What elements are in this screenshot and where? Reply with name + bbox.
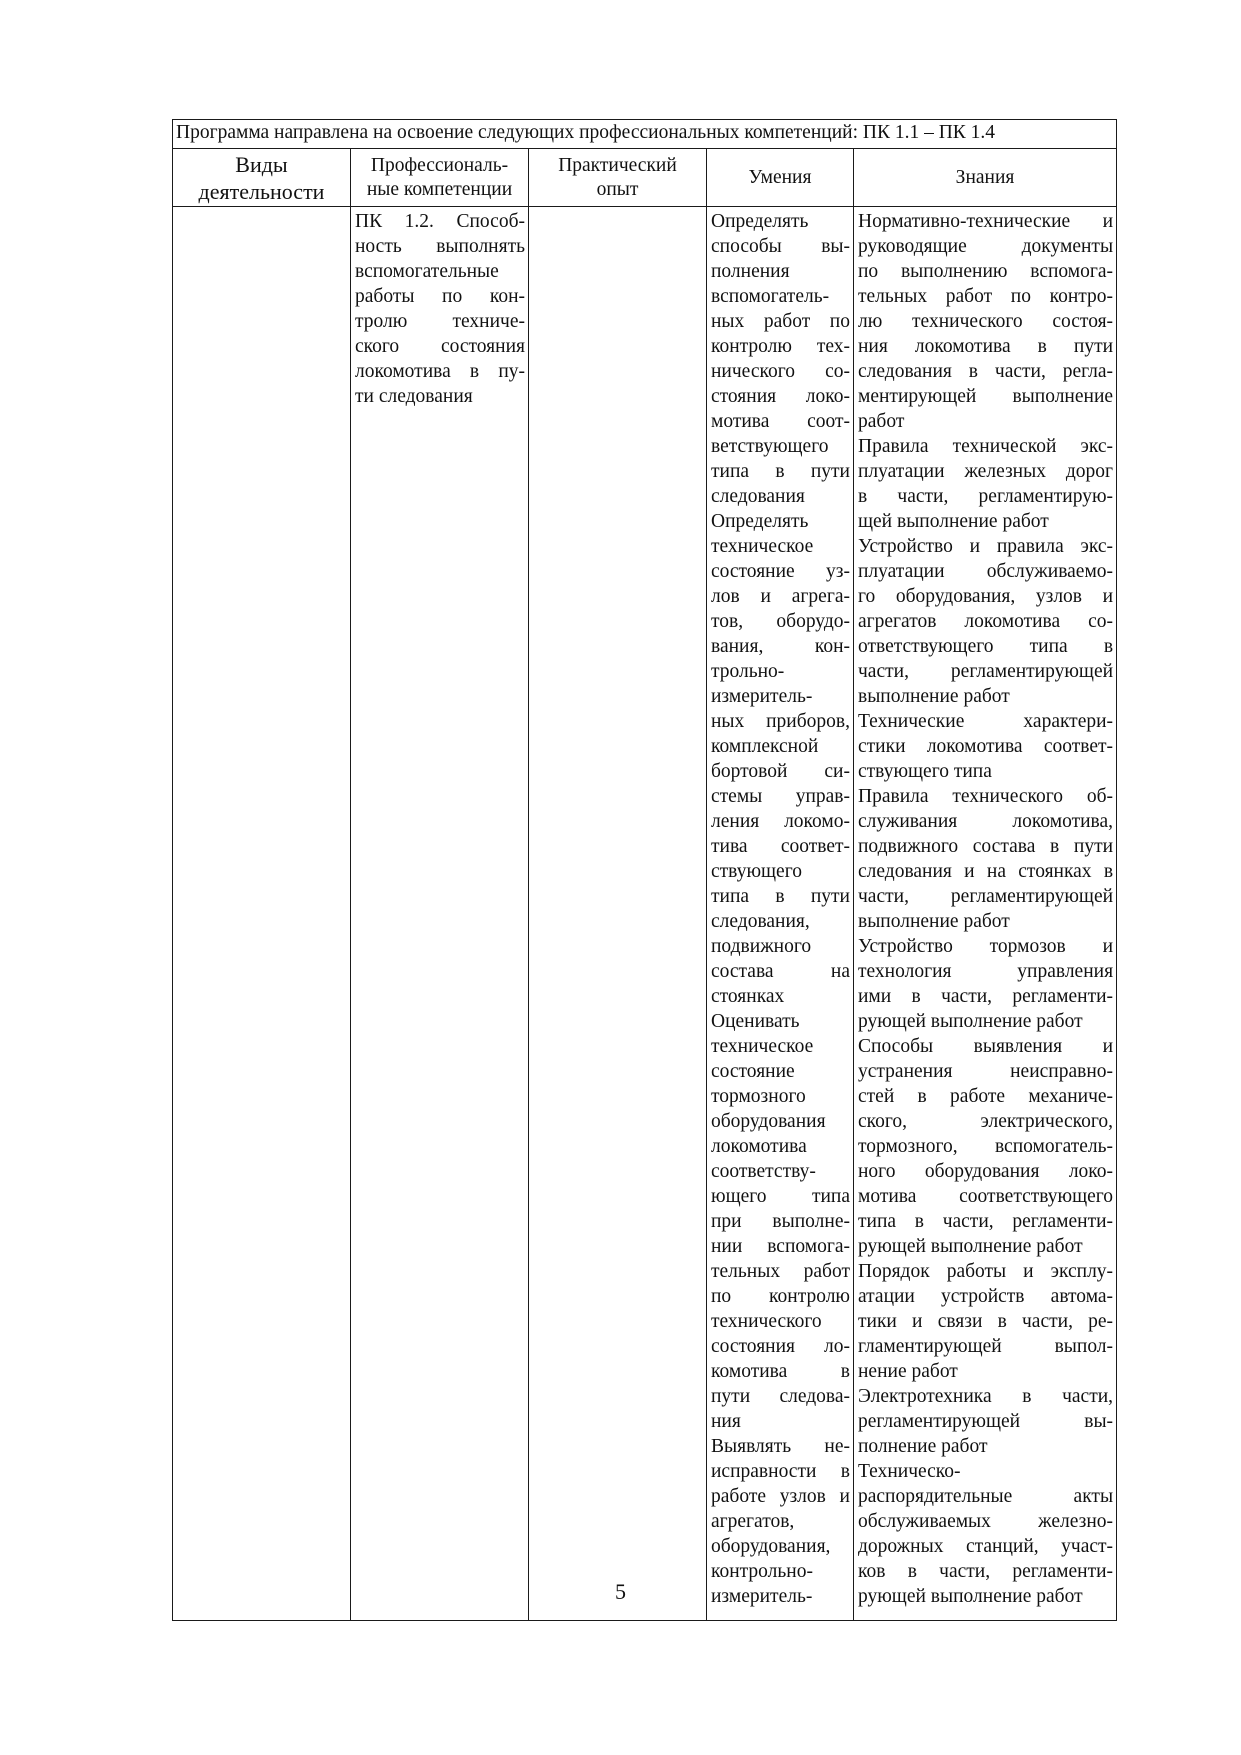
competency-line: тролю техниче-	[355, 311, 525, 332]
knowledge-line: следования и на стоянках в	[858, 861, 1114, 882]
knowledge-line: агрегатов локомотива со-	[858, 611, 1114, 632]
skills-line: ных работ по	[711, 311, 850, 332]
knowledge-line: части, регламентирующей	[858, 661, 1114, 682]
skills-line: пути следова-	[711, 1386, 850, 1407]
knowledge-line: рующей выполнение работ	[858, 1236, 1083, 1257]
skills-line: мотива соот-	[711, 411, 850, 432]
skills-line: вания, кон-	[711, 636, 850, 657]
knowledge-line: ния локомотива в пути	[858, 336, 1114, 357]
competency-line: ность выполнять	[355, 236, 525, 257]
skills-line: Определять	[711, 511, 809, 532]
competency-line: ПК 1.2. Способ-	[355, 211, 525, 232]
knowledge-line: выполнение работ	[858, 911, 1010, 932]
knowledge-line: тики и связи в части, ре-	[858, 1311, 1114, 1332]
header-activities	[173, 149, 351, 207]
knowledge-line: атации устройств автома-	[858, 1286, 1114, 1307]
knowledge-line: служивания локомотива,	[858, 811, 1114, 832]
skills-text	[707, 207, 853, 1609]
knowledge-line: части, регламентирующей	[858, 886, 1114, 907]
skills-cell	[707, 207, 854, 1621]
knowledge-line: Правила технического об-	[858, 786, 1114, 807]
knowledge-line: полнение работ	[858, 1436, 988, 1457]
skills-line: стояния локо-	[711, 386, 850, 407]
knowledge-line: типа в части, регламенти-	[858, 1211, 1114, 1232]
skills-line: комплексной	[711, 736, 819, 757]
knowledge-line: в части, регламентирую-	[858, 486, 1114, 507]
knowledge-line: ими в части, регламенти-	[858, 986, 1114, 1007]
skills-line: тива соответ-	[711, 836, 850, 857]
knowledge-line: ного оборудования локо-	[858, 1161, 1114, 1182]
skills-line: стемы управ-	[711, 786, 850, 807]
knowledge-line: гламентирующей выпол-	[858, 1336, 1114, 1357]
knowledge-line: ствующего типа	[858, 761, 992, 782]
knowledge-line: дорожных станций, участ-	[858, 1536, 1114, 1557]
skills-line: технического	[711, 1311, 822, 1332]
competency-cell	[351, 207, 529, 1621]
competency-line: ти следования	[355, 386, 473, 407]
knowledge-line: ответствующего типа в	[858, 636, 1114, 657]
caption-row	[173, 120, 1117, 149]
knowledge-line: технология управления	[858, 961, 1114, 982]
skills-line: ветствующего	[711, 436, 829, 457]
skills-line: ления локомо-	[711, 811, 850, 832]
skills-line: исправности в	[711, 1461, 850, 1482]
skills-line: при выполне-	[711, 1211, 850, 1232]
knowledge-line: устранения неисправно-	[858, 1061, 1114, 1082]
skills-line: следования	[711, 486, 805, 507]
knowledge-line: руководящие документы	[858, 236, 1114, 257]
table-caption: Программа направлена на освоение следующих профессиональных компетенций: ПК 1.1 – ПК 1.4	[173, 120, 1117, 149]
skills-line: оборудования,	[711, 1536, 831, 1557]
skills-line: комотива в	[711, 1361, 850, 1382]
competencies-table	[172, 119, 1117, 1621]
skills-line: техническое	[711, 1036, 814, 1057]
knowledge-line: нение работ	[858, 1361, 958, 1382]
knowledge-line: ментирующей выполнение	[858, 386, 1114, 407]
competency-line: локомотива в пу-	[355, 361, 525, 382]
skills-line: тов, оборудо-	[711, 611, 850, 632]
skills-line: ных приборов,	[711, 711, 850, 732]
skills-line: состояние	[711, 1061, 795, 1082]
skills-line: оборудования	[711, 1111, 826, 1132]
knowledge-line: Устройство и правила экс-	[858, 536, 1114, 557]
page-number: 5	[615, 1579, 626, 1604]
skills-line: ствующего	[711, 861, 802, 882]
skills-line: бортовой си-	[711, 761, 850, 782]
table-row	[173, 207, 1117, 1621]
header-competencies-line2: ные компетенции	[366, 178, 513, 200]
header-practice-line1: Практический	[558, 154, 677, 176]
knowledge-line: плуатации обслуживаемо-	[858, 561, 1114, 582]
knowledge-line: тормозного, вспомогатель-	[858, 1136, 1114, 1157]
header-activities-line1: Виды	[235, 151, 288, 177]
skills-line: тормозного	[711, 1086, 806, 1107]
skills-line: подвижного	[711, 936, 812, 957]
competency-line: работы по кон-	[355, 286, 525, 307]
skills-line: типа в пути	[711, 461, 850, 482]
knowledge-line: ков в части, регламенти-	[858, 1561, 1114, 1582]
knowledge-line: следования в части, регла-	[858, 361, 1114, 382]
competency-line: вспомогательные	[355, 261, 499, 282]
skills-line: Оценивать	[711, 1011, 800, 1032]
practice-cell	[529, 207, 707, 1621]
skills-line: состояния ло-	[711, 1336, 850, 1357]
header-competencies-line1: Профессиональ-	[370, 154, 509, 176]
knowledge-line: ского, электрического,	[858, 1111, 1114, 1132]
skills-line: тельных работ	[711, 1261, 850, 1282]
header-skills: Умения	[707, 149, 854, 207]
knowledge-line: го оборудования, узлов и	[858, 586, 1114, 607]
knowledge-line: стики локомотива соответ-	[858, 736, 1114, 757]
knowledge-line: регламентирующей вы-	[858, 1411, 1114, 1432]
knowledge-line: обслуживаемых железно-	[858, 1511, 1114, 1532]
header-activities-line2: деятельности	[198, 178, 325, 204]
skills-line: нии вспомога-	[711, 1236, 850, 1257]
skills-line: следования,	[711, 911, 810, 932]
skills-line: состояние уз-	[711, 561, 850, 582]
skills-line: техническое	[711, 536, 814, 557]
knowledge-line: подвижного состава в пути	[858, 836, 1114, 857]
skills-line: соответству-	[711, 1161, 816, 1182]
knowledge-line: плуатации железных дорог	[858, 461, 1114, 482]
skills-line: стоянках	[711, 986, 785, 1007]
knowledge-line: Техническо-	[858, 1461, 961, 1482]
knowledge-line: Электротехника в части,	[858, 1386, 1114, 1407]
header-competencies	[351, 149, 529, 207]
knowledge-line: Правила технической экс-	[858, 436, 1114, 457]
skills-line: типа в пути	[711, 886, 850, 907]
skills-line: измеритель-	[711, 686, 813, 707]
header-practice-line2: опыт	[596, 178, 639, 200]
skills-line: ния	[711, 1411, 741, 1432]
skills-line: Определять	[711, 211, 809, 232]
knowledge-line: тельных работ по контро-	[858, 286, 1114, 307]
knowledge-line: мотива соответствующего	[858, 1186, 1114, 1207]
knowledge-line: Способы выявления и	[858, 1036, 1114, 1057]
skills-line: по контролю	[711, 1286, 850, 1307]
knowledge-line: работ	[858, 411, 905, 432]
knowledge-cell	[854, 207, 1117, 1621]
knowledge-line: стей в работе механиче-	[858, 1086, 1114, 1107]
skills-line: контрольно-	[711, 1561, 813, 1582]
knowledge-line: щей выполнение работ	[858, 511, 1049, 532]
knowledge-line: лю технического состоя-	[858, 311, 1114, 332]
skills-line: вспомогатель-	[711, 286, 830, 307]
knowledge-line: по выполнению вспомога-	[858, 261, 1114, 282]
knowledge-line: Технические характери-	[858, 711, 1114, 732]
skills-line: полнения	[711, 261, 790, 282]
skills-line: агрегатов,	[711, 1511, 795, 1532]
skills-line: локомотива	[711, 1136, 807, 1157]
header-knowledge: Знания	[854, 149, 1117, 207]
competency-line: ского состояния	[355, 336, 525, 357]
skills-line: ющего типа	[711, 1186, 850, 1207]
competency-text	[351, 207, 528, 409]
skills-line: работе узлов и	[711, 1486, 850, 1507]
skills-line: Выявлять не-	[711, 1436, 850, 1457]
skills-line: нического со-	[711, 361, 850, 382]
header-row	[173, 149, 1117, 207]
knowledge-line: Устройство тормозов и	[858, 936, 1114, 957]
skills-line: способы вы-	[711, 236, 850, 257]
skills-line: контролю тех-	[711, 336, 850, 357]
knowledge-line: рующей выполнение работ	[858, 1586, 1083, 1607]
header-practice	[529, 149, 707, 207]
skills-line: измеритель-	[711, 1586, 813, 1607]
skills-line: лов и агрега-	[711, 586, 850, 607]
knowledge-line: Порядок работы и эксплу-	[858, 1261, 1114, 1282]
knowledge-text	[854, 207, 1116, 1609]
knowledge-line: рующей выполнение работ	[858, 1011, 1083, 1032]
knowledge-line: распорядительные акты	[858, 1486, 1114, 1507]
activities-cell	[173, 207, 351, 1621]
skills-line: состава на	[711, 961, 850, 982]
knowledge-line: Нормативно-технические и	[858, 211, 1114, 232]
knowledge-line: выполнение работ	[858, 686, 1010, 707]
skills-line: трольно-	[711, 661, 785, 682]
